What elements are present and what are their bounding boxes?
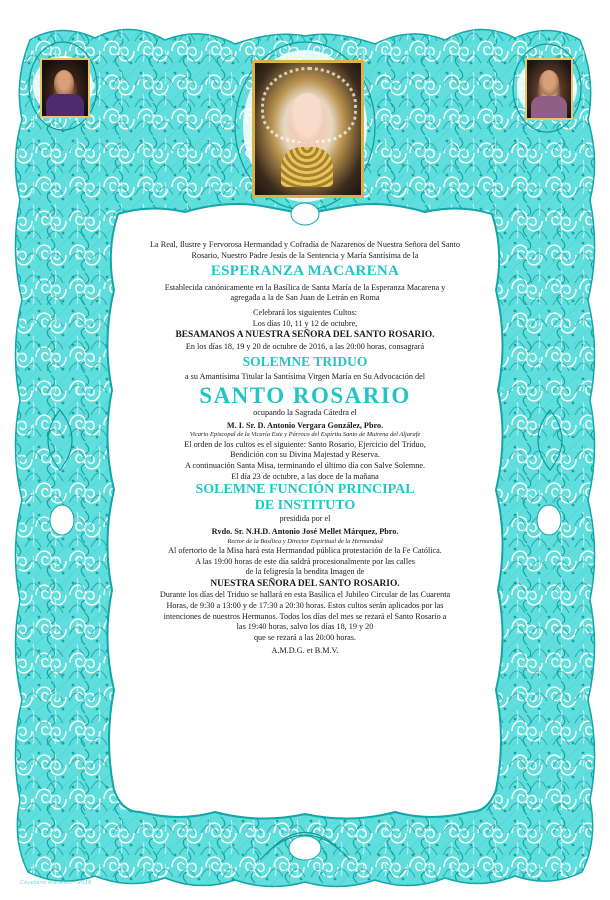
- funcion-date: El día 23 de octubre, a las doce de la mañana: [231, 471, 379, 481]
- jubilee-line-2: Horas, de 9:30 a 13:00 y de 17:30 a 20:30 horas. Estos cultos serán aplicados por las: [166, 600, 444, 610]
- intro-line-1: La Real, Ilustre y Fervorosa Hermandad y Cofradía de Nazarenos de Nuestra Señora del Santo: [150, 240, 460, 249]
- pulpit-line: ocupando la Sagrada Cátedra el: [253, 407, 357, 417]
- artist-signature: Cayetano Marañón - 2016: [20, 880, 92, 886]
- left-portrait-image: [40, 58, 90, 118]
- cults-intro: Celebrará los siguientes Cultos:: [253, 308, 357, 318]
- intro-line-2: Rosario, Nuestro Padre Jesús de la Sentencia y María Santísima de la: [191, 250, 419, 260]
- seat-line-2: agregada a la de San Juan de Letrán en Roma: [230, 293, 380, 303]
- celebrant-name: Rvdo. Sr. N.H.D. Antonio José Mellet Márquez, Pbro.: [211, 527, 399, 537]
- besamanos-dates: Los días 10, 11 y 12 de octubre,: [252, 318, 358, 328]
- right-portrait-image: [525, 58, 573, 120]
- announcement-text: [118, 240, 492, 656]
- preacher-name: M. I. Sr. D. Antonio Vergara González, Pbro.: [226, 420, 384, 430]
- figure-mantle: [531, 96, 567, 118]
- virgin-face: [289, 93, 325, 143]
- seat-line-1: Establecida canónicamente en la Basílica de Santa María de la Esperanza Macarena y: [164, 282, 446, 292]
- triduo-title: SOLEMNE TRIDUO: [242, 354, 368, 370]
- funcion-title-1: SOLEMNE FUNCIÓN PRINCIPAL: [195, 482, 415, 498]
- jubilee-line-5: que se rezará a las 20:00 horas.: [253, 632, 357, 642]
- figure-head: [539, 70, 559, 96]
- triduo-dates: En los días 18, 19 y 20 de octubre de 2016, a las 20:00 horas, consagrará: [185, 341, 425, 351]
- mass-line: A continuación Santa Misa, terminando el último día con Salve Solemne.: [184, 460, 426, 470]
- jubilee-line-4: las 19:40 horas, salvo los días 18, 19 y 20: [236, 622, 374, 632]
- closing-line: A.M.D.G. et B.M.V.: [271, 645, 339, 655]
- funcion-title-2: DE INSTITUTO: [254, 498, 356, 514]
- procession-line-2: de la feligresía la bendita Imagen de: [245, 567, 365, 577]
- order-line-1: El orden de los cultos es el siguiente: Santo Rosario, Ejercicio del Triduo,: [184, 439, 426, 449]
- preacher-role: Vicario Episcopal de la Vicaría Este y Párroco del Espíritu Santo de Mairena del Aljarafe: [189, 431, 421, 439]
- offertory-line: Al ofertorio de la Misa hará esta Hermandad pública protestación de la Fe Católica.: [168, 546, 442, 556]
- advocation-title: SANTO ROSARIO: [199, 382, 411, 408]
- celebrant-role: Rector de la Basílica y Director Espiritual de la Hermandad: [227, 537, 383, 545]
- jubilee-line-1: Durante los días del Triduo se hallará en esta Basílica el Jubileo Circular de las Cuarenta: [159, 590, 451, 600]
- center-portrait-image: [252, 60, 364, 198]
- order-line-2: Bendición con su Divina Majestad y Reserva.: [230, 450, 380, 460]
- procession-line-1: A las 19:00 horas de este día saldrá procesionalmente por las calles: [195, 556, 415, 566]
- jewel-breastplate: [281, 147, 333, 187]
- presided-line: presidida por el: [279, 514, 331, 524]
- triduo-dedication: a su Amantísima Titular la Santísima Virgen María en Su Advocación del: [184, 371, 426, 381]
- figure-robe: [46, 94, 84, 116]
- brotherhood-title: ESPERANZA MACARENA: [210, 263, 400, 280]
- figure-head: [54, 70, 74, 96]
- besamanos-title: BESAMANOS A NUESTRA SEÑORA DEL SANTO ROSARIO.: [175, 330, 435, 341]
- procession-title: NUESTRA SEÑORA DEL SANTO ROSARIO.: [210, 579, 400, 590]
- jubilee-line-3: intenciones de nuestros Hermanos. Todos los días del mes se rezará el Santo Rosario a: [163, 611, 447, 621]
